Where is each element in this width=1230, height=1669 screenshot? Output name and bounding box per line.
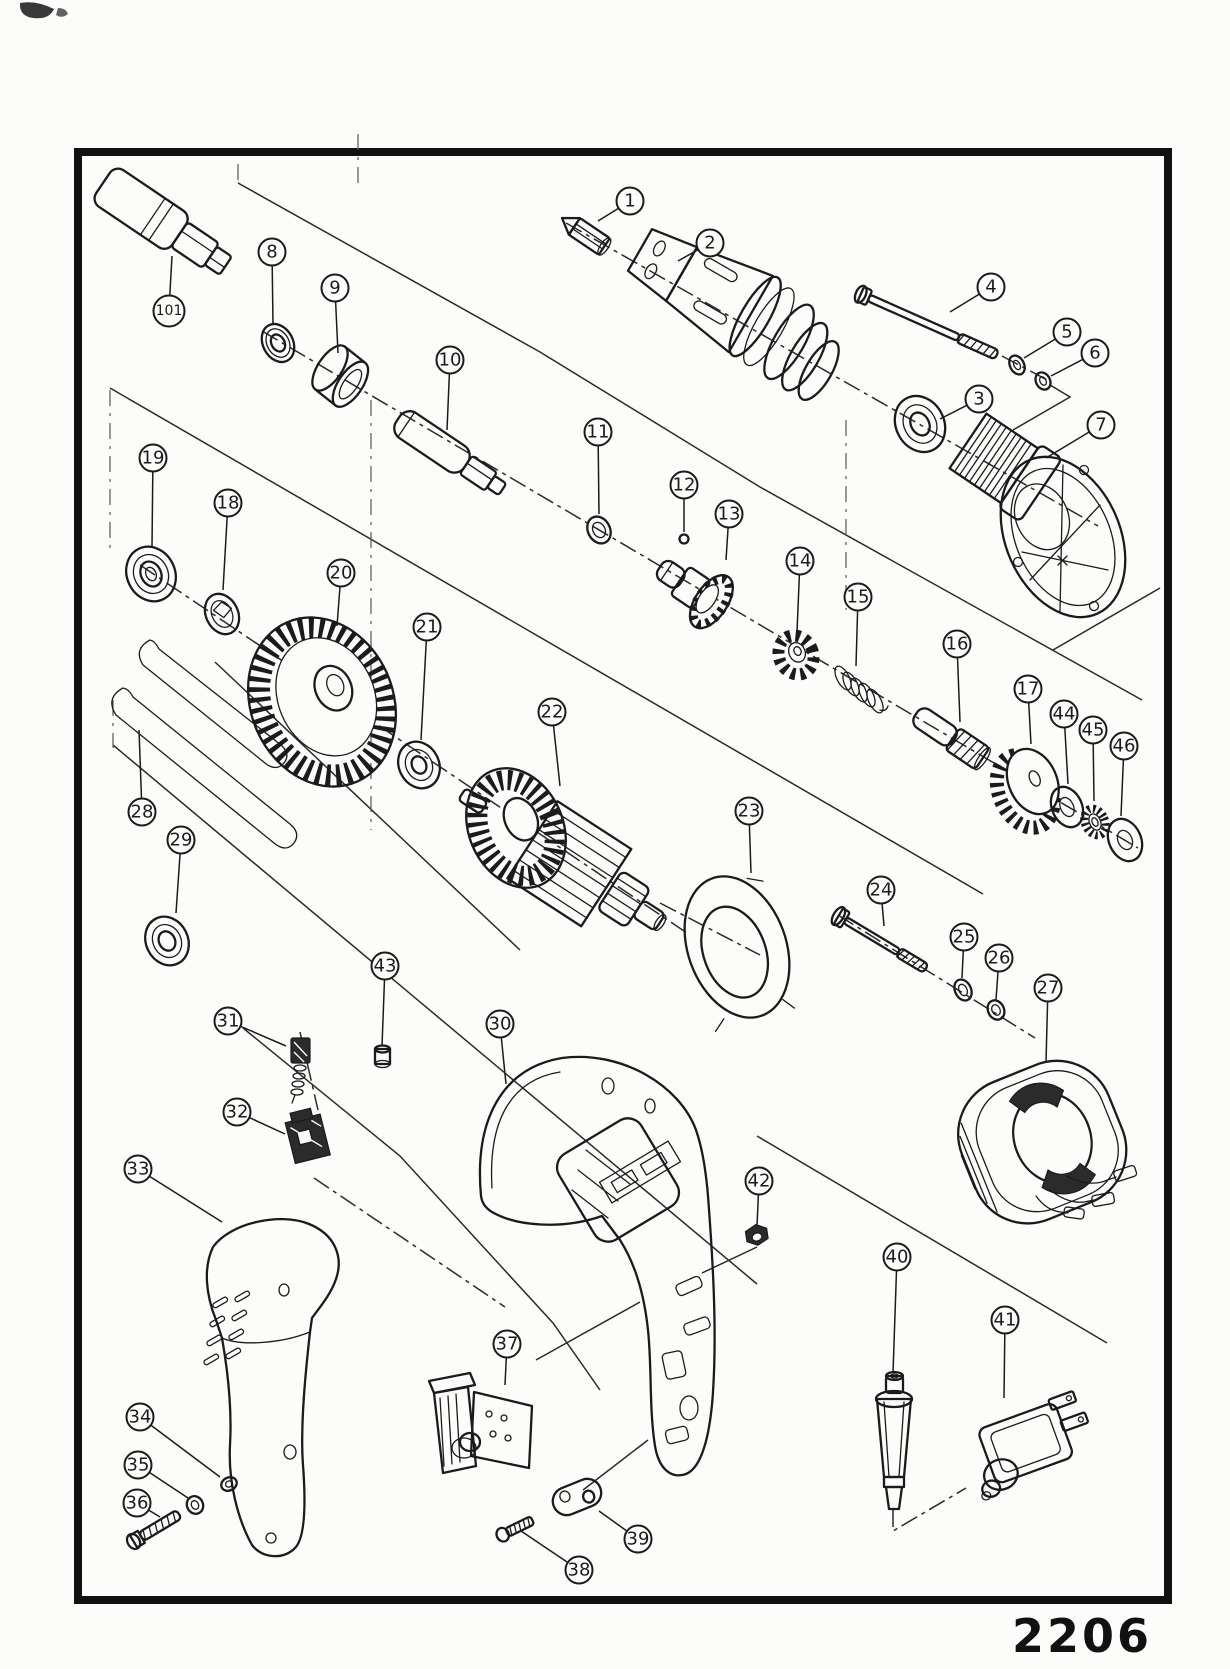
callout-22 bbox=[539, 699, 566, 787]
callout-26 bbox=[986, 945, 1013, 1001]
callout-number: 26 bbox=[987, 947, 1011, 969]
spring-15-drawing bbox=[832, 664, 888, 716]
callout-leader bbox=[382, 980, 385, 1047]
callout-11 bbox=[585, 419, 612, 515]
callout-number: 1 bbox=[624, 190, 636, 212]
callout-number: 36 bbox=[125, 1492, 149, 1514]
bushing-9-drawing bbox=[304, 340, 376, 413]
callout-leader bbox=[249, 1118, 285, 1134]
callout-number: 18 bbox=[216, 492, 240, 514]
callout-24 bbox=[868, 877, 895, 927]
callout-number: 4 bbox=[985, 276, 997, 298]
callout-number: 14 bbox=[788, 550, 812, 572]
brush-31-drawing bbox=[291, 1038, 310, 1103]
callout-number: 15 bbox=[846, 586, 870, 608]
callout-leader bbox=[223, 517, 227, 591]
callout-number: 20 bbox=[329, 562, 353, 584]
callout-8 bbox=[259, 239, 286, 326]
cord-guard-40-drawing bbox=[876, 1372, 912, 1509]
callout-27 bbox=[1035, 975, 1062, 1063]
switch-37-drawing bbox=[429, 1373, 532, 1473]
callout-leader bbox=[554, 725, 561, 786]
bearing-29-drawing bbox=[137, 909, 197, 972]
callout-leader bbox=[337, 587, 340, 627]
callout-leader bbox=[882, 904, 884, 927]
callout-leader bbox=[240, 1026, 286, 1046]
callout-number: 2 bbox=[704, 232, 716, 254]
callout-leader bbox=[950, 294, 980, 312]
callout-number: 42 bbox=[747, 1170, 771, 1192]
callout-number: 24 bbox=[869, 879, 893, 901]
callout-21 bbox=[414, 614, 441, 741]
callout-number: 38 bbox=[567, 1559, 591, 1581]
housing-30-drawing bbox=[480, 1057, 715, 1475]
callout-20 bbox=[328, 560, 355, 627]
callout-leader bbox=[1029, 703, 1031, 745]
callout-2 bbox=[678, 230, 724, 262]
callout-30 bbox=[487, 1011, 514, 1085]
callout-number: 27 bbox=[1036, 977, 1060, 999]
callout-leader bbox=[176, 854, 180, 914]
callout-1 bbox=[598, 188, 644, 222]
callout-number: 35 bbox=[126, 1454, 150, 1476]
callout-leader bbox=[598, 208, 619, 221]
callout-number: 22 bbox=[540, 701, 564, 723]
callout-39 bbox=[599, 1511, 652, 1553]
callout-31 bbox=[215, 1008, 287, 1047]
callout-number: 101 bbox=[155, 303, 183, 319]
callout-number: 9 bbox=[329, 277, 341, 299]
callout-leader bbox=[893, 1271, 897, 1374]
callout-leader bbox=[1051, 359, 1083, 376]
callout-leader bbox=[149, 1176, 222, 1222]
callout-leader bbox=[757, 1195, 758, 1227]
callout-9 bbox=[322, 275, 349, 354]
callout-42 bbox=[746, 1168, 773, 1227]
axis-lines bbox=[140, 223, 1138, 1531]
spindle-10-drawing bbox=[390, 407, 511, 502]
screw-38-drawing bbox=[494, 1514, 535, 1544]
callout-10 bbox=[437, 347, 464, 431]
callout-number: 28 bbox=[130, 801, 154, 823]
callout-number: 32 bbox=[225, 1101, 249, 1123]
callout-number: 21 bbox=[415, 616, 439, 638]
callout-number: 19 bbox=[141, 447, 165, 469]
callout-number: 43 bbox=[373, 955, 397, 977]
callout-17 bbox=[1015, 676, 1042, 745]
callout-29 bbox=[168, 827, 195, 914]
part-drawings bbox=[91, 165, 1150, 1556]
callout-layer bbox=[124, 188, 1138, 1584]
callout-leader bbox=[521, 1531, 568, 1563]
scan-smudge bbox=[20, 2, 68, 18]
callout-leader bbox=[678, 250, 698, 261]
callout-number: 12 bbox=[672, 474, 696, 496]
callout-leader bbox=[749, 825, 751, 874]
cord-clamp-39-drawing bbox=[549, 1475, 606, 1520]
callout-38 bbox=[521, 1531, 593, 1584]
callout-number: 5 bbox=[1061, 321, 1073, 343]
callout-number: 37 bbox=[495, 1333, 519, 1355]
callout-leader bbox=[170, 256, 172, 296]
bit-holder-101-drawing bbox=[91, 165, 238, 284]
callout-leader bbox=[1046, 432, 1089, 458]
callout-leader bbox=[149, 1472, 188, 1498]
callout-36 bbox=[124, 1490, 161, 1518]
callout-14 bbox=[787, 548, 814, 633]
callout-40 bbox=[884, 1244, 911, 1374]
callout-leader bbox=[151, 1425, 220, 1477]
bearing-21-drawing bbox=[391, 735, 448, 796]
callout-leader bbox=[856, 611, 858, 667]
callout-leader bbox=[272, 266, 273, 326]
callout-15 bbox=[845, 584, 872, 667]
callout-leader bbox=[501, 1037, 506, 1084]
callout-number: 41 bbox=[993, 1309, 1017, 1331]
callout-leader bbox=[996, 972, 998, 1001]
washer-34-drawing bbox=[219, 1475, 239, 1494]
callout-43 bbox=[372, 953, 399, 1047]
callout-leader bbox=[599, 1511, 627, 1531]
callout-leader bbox=[1065, 728, 1068, 785]
callout-number: 45 bbox=[1081, 719, 1105, 741]
callout-13 bbox=[716, 501, 743, 561]
callout-number: 7 bbox=[1095, 414, 1107, 436]
callout-41 bbox=[992, 1307, 1019, 1399]
callout-19 bbox=[140, 445, 167, 548]
callout-46 bbox=[1111, 733, 1138, 817]
baffle-23-drawing bbox=[666, 862, 809, 1036]
callout-32 bbox=[224, 1099, 286, 1135]
callout-3 bbox=[940, 386, 993, 420]
gear-14-drawing bbox=[772, 630, 819, 680]
callout-number: 16 bbox=[945, 633, 969, 655]
chuck-2-drawing bbox=[616, 211, 860, 406]
ball-12-drawing bbox=[680, 535, 689, 544]
callout-leader bbox=[958, 658, 961, 723]
sleeve-43-drawing bbox=[375, 1046, 390, 1068]
callout-16 bbox=[944, 631, 971, 723]
armature-22-drawing bbox=[437, 752, 688, 963]
callout-6 bbox=[1051, 340, 1109, 377]
callout-leader bbox=[797, 575, 799, 633]
callout-number: 8 bbox=[266, 241, 278, 263]
callout-number: 33 bbox=[126, 1158, 150, 1180]
callout-leader bbox=[1046, 1002, 1048, 1063]
callout-25 bbox=[951, 924, 978, 979]
callout-leader bbox=[1004, 1334, 1005, 1399]
callout-leader bbox=[505, 1358, 506, 1386]
callout-leader bbox=[447, 374, 449, 431]
callout-number: 6 bbox=[1089, 342, 1101, 364]
brush-holder-32-drawing bbox=[283, 1106, 330, 1163]
callout-leader bbox=[726, 528, 728, 561]
callout-number: 31 bbox=[216, 1010, 240, 1032]
callout-number: 40 bbox=[885, 1246, 909, 1268]
callout-leader bbox=[421, 641, 426, 741]
washer-25-drawing bbox=[951, 977, 975, 1004]
callout-4 bbox=[950, 274, 1005, 313]
callout-45 bbox=[1080, 717, 1107, 802]
callout-number: 13 bbox=[717, 503, 741, 525]
callout-leader bbox=[962, 951, 963, 979]
callout-23 bbox=[736, 798, 763, 874]
callout-number: 17 bbox=[1016, 678, 1040, 700]
callout-leader bbox=[139, 730, 142, 799]
callout-101 bbox=[154, 256, 185, 327]
washer-5-drawing bbox=[1006, 353, 1028, 377]
handle-33-drawing bbox=[203, 1219, 339, 1556]
callout-leader bbox=[1093, 744, 1094, 802]
bearing-19-drawing bbox=[117, 538, 185, 609]
callout-number: 44 bbox=[1052, 703, 1076, 725]
gear-20-drawing bbox=[222, 594, 422, 811]
callout-12 bbox=[671, 472, 698, 533]
washer-45-drawing bbox=[1080, 805, 1110, 839]
callout-number: 34 bbox=[128, 1406, 152, 1428]
callout-number: 23 bbox=[737, 800, 761, 822]
plug-41-drawing bbox=[958, 1390, 1101, 1502]
callout-number: 25 bbox=[952, 926, 976, 948]
callout-number: 39 bbox=[626, 1528, 650, 1550]
callout-37 bbox=[494, 1331, 521, 1386]
callout-5 bbox=[1024, 319, 1081, 359]
callout-number: 30 bbox=[488, 1013, 512, 1035]
callout-number: 11 bbox=[586, 421, 610, 443]
callout-number: 10 bbox=[438, 349, 462, 371]
callout-leader bbox=[940, 405, 967, 419]
callout-7 bbox=[1046, 412, 1115, 459]
callout-33 bbox=[125, 1156, 223, 1223]
worm-shaft-16-drawing bbox=[909, 703, 993, 772]
gear-case-7-drawing bbox=[947, 409, 1149, 636]
callout-number: 3 bbox=[973, 388, 985, 410]
callout-leader bbox=[152, 472, 153, 548]
callout-leader bbox=[1121, 760, 1123, 817]
callout-number: 46 bbox=[1112, 735, 1136, 757]
callout-leader bbox=[598, 446, 599, 515]
callout-leader bbox=[1024, 339, 1055, 358]
callout-18 bbox=[215, 490, 242, 591]
plate-number: 2206 bbox=[1011, 1609, 1152, 1663]
stator-27-drawing bbox=[940, 1044, 1143, 1241]
washer-8-drawing bbox=[255, 318, 300, 367]
bolt-4-drawing bbox=[853, 284, 1001, 363]
callout-number: 29 bbox=[169, 829, 193, 851]
callout-leader bbox=[149, 1510, 161, 1517]
